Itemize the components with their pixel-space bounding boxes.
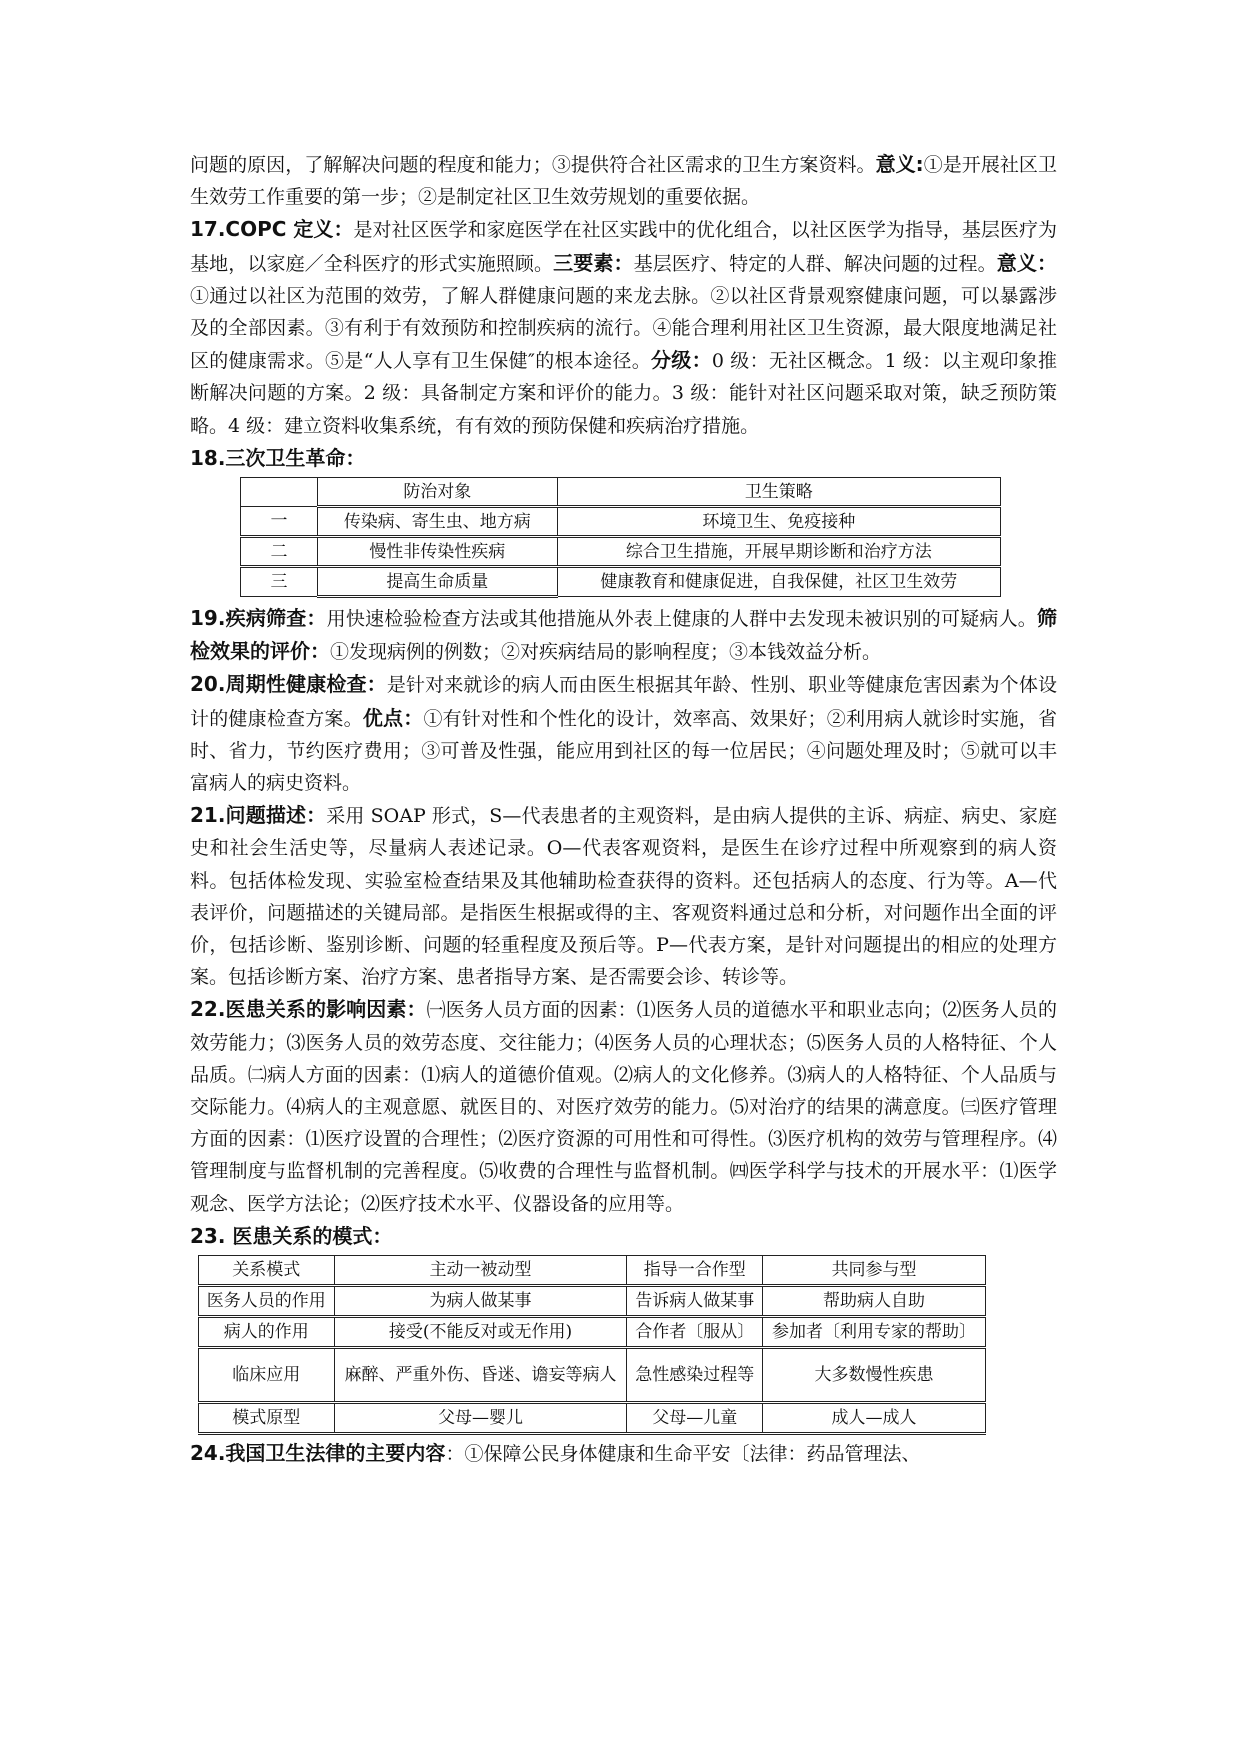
body-text: ①是开展社区卫生效劳工作重要的第一步；②是制定社区卫生效劳规划的重要依据。	[190, 154, 1057, 209]
bold-keyword: 20.周期性健康检查：	[190, 672, 387, 697]
bold-keyword: 三要素：	[553, 250, 634, 275]
table-cell: 模式原型	[199, 1403, 335, 1434]
bold-keyword: 筛检效果的评价：	[190, 606, 1057, 664]
table-row	[199, 1348, 986, 1403]
body-text: ①通过以社区为范围的效劳，了解人群健康问题的来龙去脉。②以社区背景观察健康问题，可以暴露涉及的全部因素。③有利于有效预防和控制疾病的流行。④能合理利用社区卫生资源，最大限度地满足社区的健康需求。⑤是“人人享有卫生保健″的根本途径。	[190, 284, 1057, 373]
table-cell: 成人—成人	[763, 1403, 986, 1434]
body-text: 是针对来就诊的病人而由医生根据其年龄、性别、职业等健康危害因素为个体设计的健康检查方案。	[190, 674, 1057, 730]
table-cell: 参加者〔利用专家的帮助〕	[763, 1317, 986, 1348]
bold-keyword: 24.我国卫生法律的主要内容	[190, 1441, 446, 1466]
table-cell: 接受(不能反对或无作用)	[334, 1317, 627, 1348]
table-row	[199, 1256, 986, 1286]
paragraph-21-problem-description	[190, 799, 1057, 993]
paragraph-16-continued	[190, 148, 1057, 213]
bold-keyword: 22.医患关系的影响因素：	[190, 997, 427, 1022]
table-cell: 关系模式	[199, 1256, 335, 1286]
table-cell: 指导一合作型	[627, 1256, 763, 1286]
table-cell: 健康教育和健康促进，自我保健，社区卫生效劳	[557, 567, 1000, 597]
table-cell: 提高生命质量	[318, 567, 558, 597]
heading-18	[190, 442, 1057, 475]
paragraph-20-health-check	[190, 668, 1057, 799]
table-cell: 医务人员的作用	[199, 1286, 335, 1317]
table-cell: 麻醉、严重外伤、昏迷、谵妄等病人	[334, 1348, 627, 1403]
table-cell: 病人的作用	[199, 1317, 335, 1348]
body-text: 是对社区医学和家庭医学在社区实践中的优化组合，以社区医学为指导，基层医疗为基地，以家庭／全科医疗的形式实施照顾。	[190, 219, 1057, 275]
table-cell: 共同参与型	[763, 1256, 986, 1286]
table-header-cell: 卫生策略	[557, 478, 1000, 507]
body-text: 采用 SOAP 形式，S—代表患者的主观资料，是由病人提供的主诉、病症、病史、家庭史和社会生活史等，尽量病人表述记录。O—代表客观资料，是医生在诊疗过程中所观察到的病人资料。包括体检发现、实验室检查结果及其他辅助检查获得的资料。还包括病人的态度、行为等。A—代表评价，问题描述的关键局部。是指医生根据或得的主、客观资料通过总和分析，对问题作出全面的评价，包括诊断、鉴别诊断、问题的轻重程度及预后等。P—代表方案，是针对问题提出的相应的处理方案。包括诊断方案、治疗方案、患者指导方案、是否需要会诊、转诊等。	[190, 805, 1057, 989]
table-cell: 合作者〔服从〕	[627, 1317, 763, 1348]
table-row	[241, 567, 1001, 597]
paragraph-19-screening	[190, 602, 1057, 668]
bold-keyword: 分级：	[651, 348, 712, 373]
table-cell: 传染病、寄生虫、地方病	[318, 507, 558, 537]
table-header-cell: 防治对象	[318, 478, 558, 507]
table-cell: 二	[241, 537, 318, 567]
body-text: ①发现病例的例数；②对疾病结局的影响程度；③本钱效益分析。	[330, 641, 882, 664]
table-cell: 为病人做某事	[334, 1286, 627, 1317]
table-cell	[241, 478, 318, 507]
table-cell: 环境卫生、免疫接种	[557, 507, 1000, 537]
table-row	[199, 1286, 986, 1317]
table-row	[241, 507, 1001, 537]
table-row	[241, 537, 1001, 567]
table-cell: 父母—儿童	[627, 1403, 763, 1434]
table-cell: 一	[241, 507, 318, 537]
body-text: ①有针对性和个性化的设计，效率高、效果好；②利用病人就诊时实施，省时、省力，节约医疗费用；③可普及性强，能应用到社区的每一位居民；④问题处理及时；⑤就可以丰富病人的病史资料。	[190, 707, 1057, 795]
bold-keyword: 17.COPC 定义：	[190, 217, 354, 242]
document-body	[190, 148, 1057, 1470]
bold-keyword: 21.问题描述：	[190, 803, 327, 828]
body-text: ：①保障公民身体健康和生命平安〔法律：药品管理法、	[445, 1443, 921, 1466]
paragraph-24-health-law	[190, 1437, 1057, 1470]
heading-23	[190, 1220, 1057, 1253]
bold-keyword: 优点：	[362, 705, 424, 730]
body-text: 基层医疗、特定的人群、解决问题的过程。	[633, 252, 997, 275]
heading-18-text: 18.三次卫生革命：	[190, 445, 366, 470]
table-doctor-patient-models	[198, 1255, 986, 1435]
table-cell: 主动一被动型	[334, 1256, 627, 1286]
table-cell: 综合卫生措施，开展早期诊断和治疗方法	[557, 537, 1000, 567]
table-cell: 父母—婴儿	[334, 1403, 627, 1434]
bold-keyword: 19.疾病筛查：	[190, 606, 327, 631]
table-row	[199, 1317, 986, 1348]
body-text: 用快速检验检查方法或其他措施从外表上健康的人群中去发现未被识别的可疑病人。	[326, 608, 1037, 631]
body-text: 0 级：无社区概念。1 级：以主观印象推断解决问题的方案。2 级：具备制定方案和评价的能力。3 级：能针对社区问题采取对策，缺乏预防策略。4 级：建立资料收集系统，有有效的预防保健和疾病治疗措施。	[190, 350, 1058, 437]
body-text: 问题的原因，了解解决问题的程度和能力；③提供符合社区需求的卫生方案资料。	[190, 154, 876, 176]
table-health-revolutions	[240, 477, 1001, 598]
table-cell: 帮助病人自助	[763, 1286, 986, 1317]
table-row	[199, 1403, 986, 1434]
bold-keyword: 意义:	[875, 152, 924, 176]
table-cell: 告诉病人做某事	[627, 1286, 763, 1317]
heading-23-text: 23. 医患关系的模式：	[190, 1223, 393, 1248]
table-cell: 大多数慢性疾患	[763, 1348, 986, 1403]
table-cell: 临床应用	[199, 1348, 335, 1403]
paragraph-22-influencing-factors	[190, 993, 1057, 1219]
table-cell: 慢性非传染性疾病	[318, 537, 558, 567]
paragraph-17-copc	[190, 213, 1057, 441]
table-cell: 三	[241, 567, 318, 597]
body-text: ㈠医务人员方面的因素：⑴医务人员的道德水平和职业志向；⑵医务人员的效劳能力；⑶医务人员的效劳态度、交往能力；⑷医务人员的心理状态；⑸医务人员的人格特征、个人品质。㈡病人方面的因素：⑴病人的道德价值观。⑵病人的文化修养。⑶病人的人格特征、个人品质与交际能力。⑷病人的主观意愿、就医目的、对医疗效劳的能力。⑸对治疗的结果的满意度。㈢医疗管理方面的因素：⑴医疗设置的合理性；⑵医疗资源的可用性和可得性。⑶医疗机构的效劳与管理程序。⑷管理制度与监督机制的完善程度。⑸收费的合理性与监督机制。㈣医学科学与技术的开展水平：⑴医学观念、医学方法论；⑵医疗技术水平、仪器设备的应用等。	[190, 999, 1057, 1215]
table-row	[241, 478, 1001, 507]
bold-keyword: 意义：	[996, 250, 1057, 275]
table-cell: 急性感染过程等	[627, 1348, 763, 1403]
